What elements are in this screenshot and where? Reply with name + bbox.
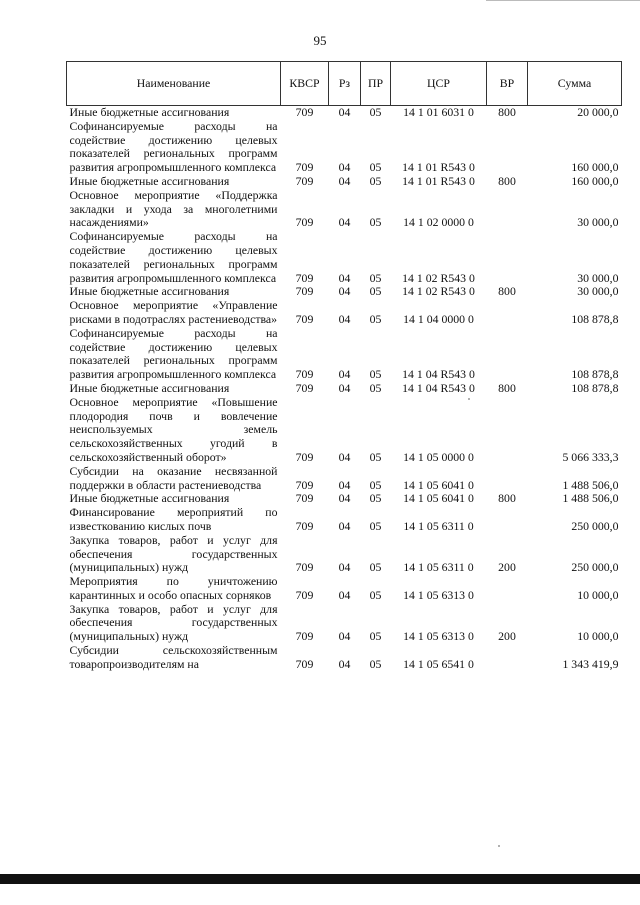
- cell-name: Иные бюджетные ассигнования: [69, 380, 230, 395]
- cell-name: Иные бюджетные ассигнования: [69, 491, 230, 506]
- cell-csr: 14 1 02 R543 0: [402, 284, 475, 299]
- scan-speck: [468, 398, 470, 400]
- cell-rz: 04: [338, 477, 351, 492]
- table-row: [67, 465, 622, 493]
- table-row: [67, 106, 622, 120]
- cell-csr: 14 1 01 R543 0: [402, 173, 475, 188]
- table-row: [67, 396, 622, 465]
- cell-vr: [487, 396, 528, 465]
- cell-rz: 04: [338, 311, 351, 326]
- cell-sum: 108 878,8: [571, 367, 619, 382]
- cell-csr: 14 1 04 R543 0: [402, 367, 475, 382]
- cell-rz: 04: [338, 105, 351, 119]
- cell-name: Финансирование мероприятий по известкованию кислых почв: [69, 505, 278, 533]
- table-row: [67, 299, 622, 327]
- cell-csr: 14 1 05 6311 0: [403, 518, 474, 533]
- cell-kvsr: 709: [295, 560, 314, 575]
- cell-kvsr: 709: [295, 449, 314, 464]
- cell-vr: 800: [498, 491, 516, 506]
- cell-name: Иные бюджетные ассигнования: [69, 284, 230, 299]
- cell-pr: 05: [369, 215, 382, 230]
- cell-name: Софинансируемые расходы на содействие достижению целевых показателей региональных программ развития агропромышленного комплекса: [69, 229, 278, 285]
- cell-kvsr: 709: [295, 367, 314, 382]
- cell-vr: [487, 299, 528, 327]
- cell-csr: 14 1 01 R543 0: [402, 160, 475, 175]
- table-row: [67, 382, 622, 396]
- table-row: [67, 575, 622, 603]
- table-row: [67, 644, 622, 672]
- cell-sum: 108 878,8: [571, 311, 619, 326]
- column-header-rz: Рз: [329, 62, 361, 106]
- cell-rz: 04: [338, 491, 351, 506]
- cell-sum: 30 000,0: [577, 215, 619, 230]
- cell-name: Основное мероприятие «Повышение плодородия почв и вовлечение неиспользуемых земель сельскохозяйственных угодий в сельскохозяйственный оборот»: [69, 394, 278, 464]
- cell-name: Основное мероприятие «Управление рисками в подотраслях растениеводства»: [69, 298, 278, 326]
- cell-kvsr: 709: [295, 656, 314, 671]
- table-row: [67, 506, 622, 534]
- cell-name: Субсидии на оказание несвязанной поддержки в области растениеводства: [69, 463, 278, 492]
- column-header-kvsr: КВСР: [281, 62, 329, 106]
- cell-pr: 05: [369, 160, 382, 175]
- cell-sum: 10 000,0: [577, 629, 619, 644]
- table-row: [67, 534, 622, 575]
- cell-pr: 05: [369, 270, 382, 285]
- cell-pr: 05: [369, 380, 382, 395]
- cell-sum: 160 000,0: [571, 173, 619, 188]
- cell-pr: 05: [369, 105, 382, 119]
- cell-pr: 05: [369, 629, 382, 644]
- cell-pr: 05: [369, 311, 382, 326]
- cell-kvsr: 709: [295, 173, 314, 188]
- table-row: [67, 120, 622, 175]
- cell-sum: 160 000,0: [571, 160, 619, 175]
- cell-csr: 14 1 05 6313 0: [403, 629, 474, 644]
- cell-csr: 14 1 05 6313 0: [403, 587, 474, 602]
- cell-kvsr: 709: [295, 270, 314, 285]
- cell-kvsr: 709: [295, 518, 314, 533]
- cell-vr: [487, 327, 528, 382]
- cell-vr: 200: [498, 560, 516, 575]
- cell-rz: 04: [338, 367, 351, 382]
- cell-sum: 1 488 506,0: [562, 491, 619, 506]
- cell-csr: 14 1 05 0000 0: [403, 449, 474, 464]
- table-row: [67, 492, 622, 506]
- cell-vr: 800: [498, 105, 516, 119]
- cell-vr: [487, 644, 528, 672]
- cell-name: Основное мероприятие «Поддержка закладки и ухода за многолетними насаждениями»: [69, 187, 278, 230]
- cell-kvsr: 709: [295, 284, 314, 299]
- table-row: [67, 285, 622, 299]
- cell-rz: 04: [338, 518, 351, 533]
- cell-csr: 14 1 02 0000 0: [403, 215, 474, 230]
- cell-name: Субсидии сельскохозяйственным товаропроизводителям на: [69, 643, 278, 671]
- cell-vr: 800: [498, 380, 516, 395]
- cell-sum: 30 000,0: [577, 284, 619, 299]
- cell-name: Софинансируемые расходы на содействие достижению целевых показателей региональных программ развития агропромышленного комплекса: [69, 118, 278, 175]
- cell-kvsr: 709: [295, 587, 314, 602]
- cell-pr: 05: [369, 477, 382, 492]
- table-header-row: [67, 62, 622, 106]
- column-header-name: Наименование: [67, 62, 281, 106]
- cell-sum: 1 343 419,9: [562, 656, 619, 671]
- bottom-scan-border: [0, 874, 640, 884]
- column-header-vr: ВР: [487, 62, 528, 106]
- cell-sum: 30 000,0: [577, 270, 619, 285]
- cell-kvsr: 709: [295, 215, 314, 230]
- cell-name: Иные бюджетные ассигнования: [69, 105, 230, 119]
- cell-rz: 04: [338, 284, 351, 299]
- cell-kvsr: 709: [295, 629, 314, 644]
- cell-vr: 800: [498, 173, 516, 188]
- cell-rz: 04: [338, 629, 351, 644]
- cell-csr: 14 1 04 R543 0: [402, 380, 475, 395]
- cell-vr: 800: [498, 284, 516, 299]
- cell-csr: 14 1 04 0000 0: [403, 311, 474, 326]
- cell-csr: 14 1 01 6031 0: [403, 105, 474, 119]
- cell-rz: 04: [338, 560, 351, 575]
- cell-name: Иные бюджетные ассигнования: [69, 173, 230, 188]
- cell-pr: 05: [369, 284, 382, 299]
- cell-rz: 04: [338, 160, 351, 175]
- column-header-pr: ПР: [361, 62, 391, 106]
- cell-sum: 250 000,0: [571, 560, 619, 575]
- cell-rz: 04: [338, 270, 351, 285]
- cell-vr: [487, 465, 528, 493]
- cell-sum: 10 000,0: [577, 587, 619, 602]
- cell-rz: 04: [338, 587, 351, 602]
- cell-pr: 05: [369, 491, 382, 506]
- cell-sum: 250 000,0: [571, 518, 619, 533]
- cell-vr: 200: [498, 629, 516, 644]
- cell-sum: 108 878,8: [571, 380, 619, 395]
- cell-name: Закупка товаров, работ и услуг для обеспечения государственных (муниципальных) нужд: [69, 532, 278, 575]
- cell-kvsr: 709: [295, 311, 314, 326]
- cell-rz: 04: [338, 380, 351, 395]
- table-row: [67, 189, 622, 230]
- cell-pr: 05: [369, 560, 382, 575]
- cell-sum: 1 488 506,0: [562, 477, 619, 492]
- cell-csr: 14 1 05 6041 0: [403, 477, 474, 492]
- cell-pr: 05: [369, 173, 382, 188]
- cell-rz: 04: [338, 173, 351, 188]
- cell-pr: 05: [369, 449, 382, 464]
- cell-kvsr: 709: [295, 491, 314, 506]
- cell-rz: 04: [338, 656, 351, 671]
- page-number: 95: [313, 33, 327, 48]
- cell-csr: 14 1 05 6541 0: [403, 656, 474, 671]
- cell-vr: [487, 189, 528, 230]
- cell-kvsr: 709: [295, 477, 314, 492]
- cell-csr: 14 1 02 R543 0: [402, 270, 475, 285]
- table-body: [67, 106, 622, 672]
- cell-vr: [487, 120, 528, 175]
- scan-speck: [498, 845, 500, 847]
- cell-pr: 05: [369, 518, 382, 533]
- budget-table: [66, 61, 622, 672]
- cell-vr: [487, 230, 528, 285]
- table-row: [67, 603, 622, 644]
- cell-kvsr: 709: [295, 380, 314, 395]
- cell-name: Закупка товаров, работ и услуг для обеспечения государственных (муниципальных) нужд: [69, 601, 278, 644]
- cell-name: Мероприятия по уничтожению карантинных и особо опасных сорняков: [69, 574, 278, 602]
- top-edge-line: [486, 0, 640, 1]
- column-header-sum: Сумма: [528, 62, 622, 106]
- cell-pr: 05: [369, 587, 382, 602]
- cell-csr: 14 1 05 6311 0: [403, 560, 474, 575]
- cell-rz: 04: [338, 449, 351, 464]
- cell-kvsr: 709: [295, 105, 314, 119]
- cell-vr: [487, 506, 528, 534]
- cell-kvsr: 709: [295, 160, 314, 175]
- cell-sum: 20 000,0: [577, 105, 619, 119]
- cell-rz: 04: [338, 215, 351, 230]
- cell-pr: 05: [369, 367, 382, 382]
- cell-pr: 05: [369, 656, 382, 671]
- cell-vr: [487, 575, 528, 603]
- table-row: [67, 175, 622, 189]
- cell-name: Софинансируемые расходы на содействие достижению целевых показателей региональных программ развития агропромышленного комплекса: [69, 325, 278, 382]
- column-header-csr: ЦСР: [391, 62, 487, 106]
- table-row: [67, 230, 622, 285]
- table-row: [67, 327, 622, 382]
- cell-sum: 5 066 333,3: [562, 449, 619, 464]
- cell-csr: 14 1 05 6041 0: [403, 491, 474, 506]
